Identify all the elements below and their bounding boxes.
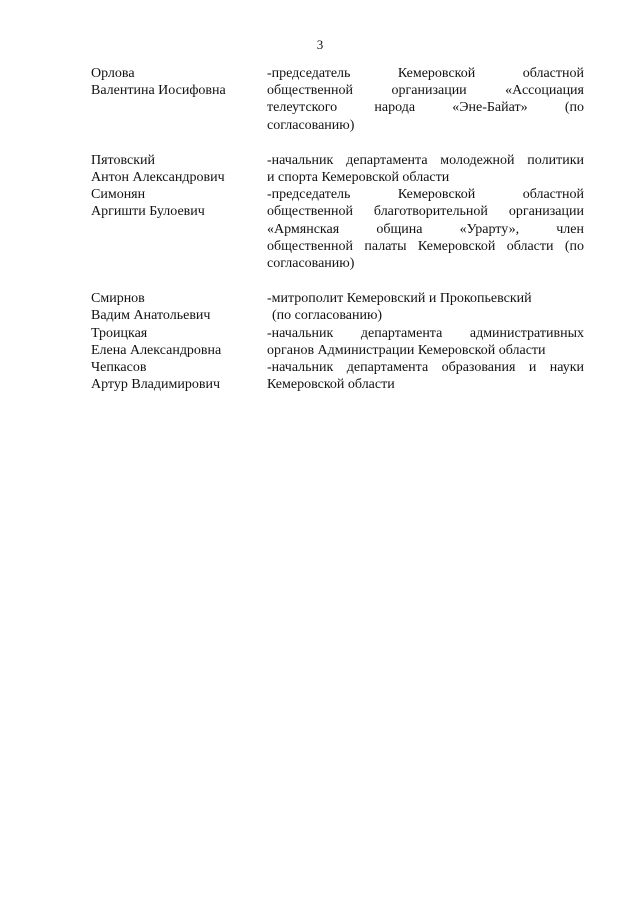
member-entry-orlova (91, 65, 584, 134)
member-surname: Смирнов (91, 291, 145, 307)
member-given-names: Артур Владимирович (91, 377, 221, 393)
role-line: согласованию) (267, 256, 355, 272)
member-surname: Симонян (91, 187, 146, 203)
role-line: органов Администрации Кемеровской области (267, 342, 546, 358)
member-name (91, 325, 267, 359)
member-given-names: Елена Александровна (91, 342, 222, 358)
member-given-names: Антон Александрович (91, 170, 225, 186)
role-line: общественной благотворительной организации (267, 204, 584, 220)
role-line: «Армянская община «Урарту», член (267, 221, 584, 237)
page-number: 3 (316, 37, 324, 52)
member-name (91, 186, 267, 220)
member-surname: Орлова (91, 66, 135, 81)
member-entry-simonyan (91, 186, 584, 272)
member-entry-pyatovsky (91, 152, 584, 186)
member-name (91, 152, 267, 186)
member-role (267, 152, 584, 186)
member-entry-smirnov (91, 290, 584, 324)
member-name (91, 359, 267, 393)
role-line: (по согласованию) (272, 308, 383, 324)
role-line: -начальник департамента административных (267, 325, 584, 341)
role-line: и спорта Кемеровской области (267, 170, 450, 186)
member-entry-troitskaya (91, 325, 584, 359)
member-entry-chepkasov (91, 359, 584, 393)
member-given-names: Валентина Иосифовна (91, 83, 226, 99)
role-line: -председатель Кемеровской областной (267, 66, 584, 81)
member-given-names: Вадим Анатольевич (91, 308, 211, 324)
role-line: телеутского народа «Эне-Байат» (по (267, 100, 584, 116)
role-line: согласованию) (267, 117, 355, 133)
member-role (267, 186, 584, 272)
member-surname: Пятовский (91, 152, 156, 168)
member-surname: Чепкасов (91, 360, 147, 376)
role-line: -митрополит Кемеровский и Прокопьевский (267, 291, 532, 307)
member-role (267, 325, 584, 359)
role-line: общественной организации «Ассоциация (267, 83, 584, 99)
role-line: -начальник департамента молодежной политики (267, 152, 584, 168)
member-given-names: Аргишти Булоевич (91, 204, 205, 220)
member-list (91, 65, 584, 393)
member-surname: Троицкая (91, 325, 148, 341)
member-role (267, 359, 584, 393)
role-line: Кемеровской области (267, 377, 395, 393)
member-role (267, 65, 584, 134)
role-line: -начальник департамента образования и науки (267, 360, 584, 376)
role-line: общественной палаты Кемеровской области (по (267, 238, 584, 254)
role-line: -председатель Кемеровской областной (267, 187, 584, 203)
member-name (91, 65, 267, 99)
member-name (91, 290, 267, 324)
member-role (267, 290, 584, 324)
